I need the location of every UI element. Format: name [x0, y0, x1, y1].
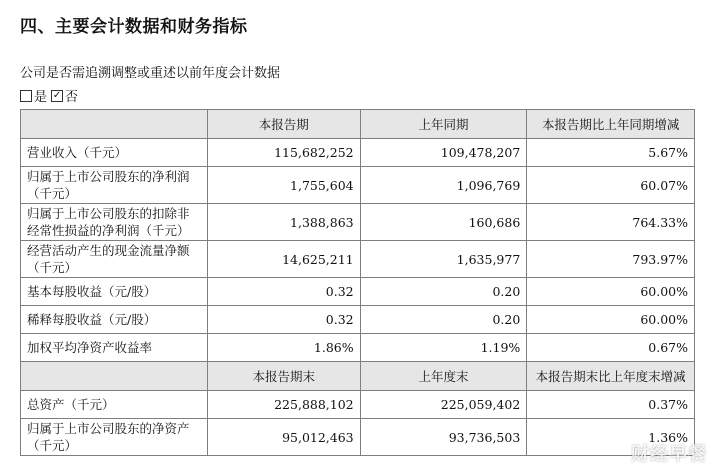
change-value: 60.00%: [527, 306, 695, 334]
row-label: 加权平均净资产收益率: [21, 334, 208, 362]
row-label: 基本每股收益（元/股）: [21, 278, 208, 306]
table-row: [21, 306, 695, 334]
current-value: 115,682,252: [207, 139, 360, 167]
financial-indicators-table: [20, 109, 695, 456]
row-label: 归属于上市公司股东的净利润（千元）: [21, 167, 208, 204]
header-period-end: 本报告期末: [207, 362, 360, 391]
prior-value: 93,736,503: [360, 419, 527, 456]
current-value: 1,388,863: [207, 204, 360, 241]
header-cell-blank: [21, 362, 208, 391]
current-value: 225,888,102: [207, 391, 360, 419]
restatement-question: 公司是否需追溯调整或重述以前年度会计数据: [20, 66, 281, 81]
checkbox-yes-icon[interactable]: [20, 90, 32, 102]
table-row: [21, 241, 695, 278]
current-value: 95,012,463: [207, 419, 360, 456]
prior-value: 0.20: [360, 278, 527, 306]
table-row: [21, 419, 695, 456]
change-value: 0.67%: [527, 334, 695, 362]
change-value: 764.33%: [527, 204, 695, 241]
row-label: 归属于上市公司股东的扣除非经常性损益的净利润（千元）: [21, 204, 208, 241]
table-row: [21, 167, 695, 204]
row-label: 稀释每股收益（元/股）: [21, 306, 208, 334]
header-prior-year-end: 上年度末: [360, 362, 527, 391]
table-row: [21, 278, 695, 306]
change-value: 60.07%: [527, 167, 695, 204]
header-change-year-end: 本报告期末比上年度末增减: [527, 362, 695, 391]
current-value: 0.32: [207, 306, 360, 334]
table-header-row: [21, 362, 695, 391]
row-label: 经营活动产生的现金流量净额（千元）: [21, 241, 208, 278]
header-current-period: 本报告期: [207, 110, 360, 139]
prior-value: 160,686: [360, 204, 527, 241]
choice-no[interactable]: [51, 86, 78, 105]
prior-value: 1,635,977: [360, 241, 527, 278]
row-label: 总资产（千元）: [21, 391, 208, 419]
current-value: 1.86%: [207, 334, 360, 362]
prior-value: 109,478,207: [360, 139, 527, 167]
change-value: 1.36%: [527, 419, 695, 456]
prior-value: 1,096,769: [360, 167, 527, 204]
table-row: [21, 391, 695, 419]
header-change: 本报告期比上年同期增减: [527, 110, 695, 139]
table-row: [21, 139, 695, 167]
table-header-row: [21, 110, 695, 139]
change-value: 0.37%: [527, 391, 695, 419]
current-value: 14,625,211: [207, 241, 360, 278]
header-cell-blank: [21, 110, 208, 139]
checkbox-no-checked-icon[interactable]: [51, 90, 63, 102]
table-row: [21, 334, 695, 362]
row-label: 归属于上市公司股东的净资产（千元）: [21, 419, 208, 456]
current-value: 0.32: [207, 278, 360, 306]
table-row: [21, 204, 695, 241]
choice-no-label: 否: [65, 90, 79, 105]
prior-value: 0.20: [360, 306, 527, 334]
restatement-choices: [20, 86, 82, 105]
watermark-logo: 财经早餐: [631, 444, 707, 465]
section-title: 四、主要会计数据和财务指标: [20, 17, 248, 37]
row-label: 营业收入（千元）: [21, 139, 208, 167]
change-value: 5.67%: [527, 139, 695, 167]
prior-value: 1.19%: [360, 334, 527, 362]
choice-yes[interactable]: [20, 86, 47, 105]
current-value: 1,755,604: [207, 167, 360, 204]
change-value: 793.97%: [527, 241, 695, 278]
prior-value: 225,059,402: [360, 391, 527, 419]
header-prior-period: 上年同期: [360, 110, 527, 139]
change-value: 60.00%: [527, 278, 695, 306]
choice-yes-label: 是: [34, 90, 48, 105]
